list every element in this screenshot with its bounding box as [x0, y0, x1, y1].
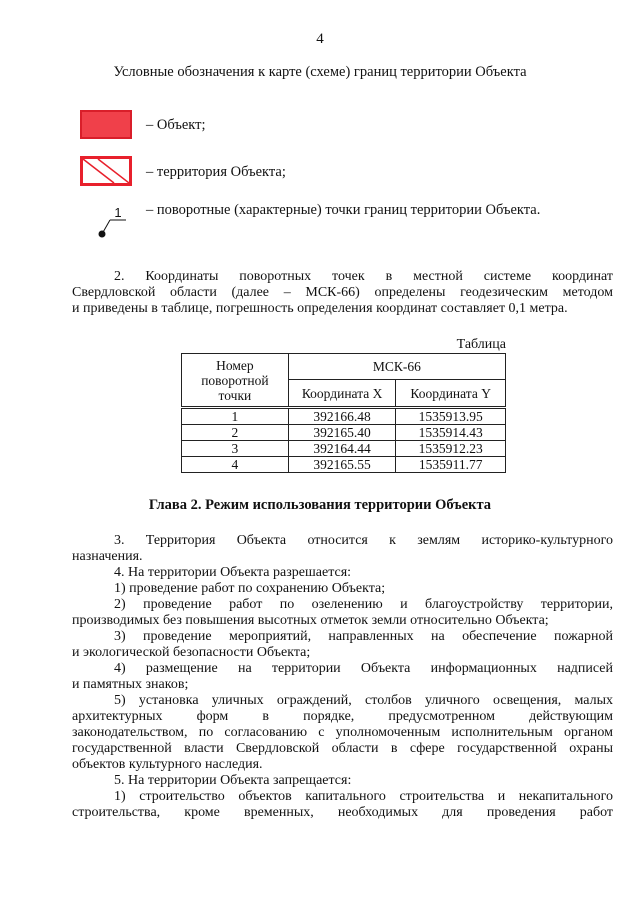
- page-number: 4: [316, 31, 324, 47]
- cell-point-number: 3: [182, 441, 289, 457]
- header-coordinate-system: МСК-66: [288, 354, 505, 380]
- cell-point-number: 1: [182, 408, 289, 425]
- p4-item-5-line-3: законодательством, по согласованию с уполномоченным исполнительным органом: [72, 725, 613, 740]
- table-row: [182, 441, 506, 457]
- p4-item-4-line-2: и памятных знаков;: [72, 677, 189, 692]
- chapter-heading: Глава 2. Режим использования территории Объекта: [148, 497, 492, 513]
- cell-point-number: 2: [182, 425, 289, 441]
- legend-title: Условные обозначения к карте (схеме) границ территории Объекта: [113, 64, 527, 80]
- p4-item-2-line-1: 2) проведение работ по озеленению и благоустройству территории,: [114, 597, 613, 612]
- p4-item-3-line-2: и экологической безопасности Объекта;: [72, 645, 311, 660]
- cell-y: 1535914.43: [396, 425, 506, 441]
- p4-item-5-line-5: объектов культурного наследия.: [72, 757, 263, 772]
- legend-label-turning-point: – поворотные (характерные) точки границ территории Объекта.: [146, 202, 541, 218]
- p4-item-4-line-1: 4) размещение на территории Объекта информационных надписей: [114, 661, 613, 676]
- paragraph-2: [72, 269, 613, 317]
- p4-item-5-line-2: архитектурных форм в порядке, предусмотренном действующим: [72, 709, 613, 724]
- turning-point-number: 1: [114, 205, 122, 220]
- p4-item-2-line-2: производимых без повышения высотных отметок земли относительно Объекта;: [72, 613, 549, 628]
- cell-x: 392166.48: [288, 408, 396, 425]
- table-caption: Таблица: [456, 337, 506, 352]
- table-row: [182, 408, 506, 425]
- p5: 5. На территории Объекта запрещается:: [114, 773, 352, 788]
- turning-point-symbol: [92, 202, 132, 242]
- p3-line-2: назначения.: [72, 549, 143, 564]
- cell-point-number: 4: [182, 457, 289, 473]
- p4-item-3-line-1: 3) проведение мероприятий, направленных на обеспечение пожарной: [114, 629, 613, 644]
- p4-item-5-line-1: 5) установка уличных ограждений, столбов уличного освещения, малых: [114, 693, 613, 708]
- p4: 4. На территории Объекта разрешается:: [114, 565, 352, 580]
- cell-y: 1535912.23: [396, 441, 506, 457]
- table-row: [182, 457, 506, 473]
- table-row: [182, 425, 506, 441]
- p3-line-1: 3. Территория Объекта относится к землям историко-культурного: [114, 533, 613, 548]
- p5-item-1-line-1: 1) строительство объектов капитального строительства и некапитального: [114, 789, 613, 804]
- p4-item-5-line-4: государственной власти Свердловской области в сфере государственной охраны: [72, 741, 613, 756]
- body-text: [72, 533, 613, 821]
- cell-y: 1535913.95: [396, 408, 506, 425]
- p5-item-1-line-2: строительства, кроме временных, необходимых для проведения работ: [72, 805, 613, 820]
- cell-x: 392164.44: [288, 441, 396, 457]
- cell-x: 392165.55: [288, 457, 396, 473]
- legend-label-object: – Объект;: [146, 117, 206, 133]
- paragraph-2-line-3: и приведены в таблице, погрешность определения координат составляет 0,1 метра.: [72, 301, 568, 316]
- header-y: Координата Y: [396, 380, 506, 408]
- legend-label-territory: – территория Объекта;: [146, 164, 286, 180]
- paragraph-2-line-2: Свердловской области (далее – МСК-66) определены геодезическим методом: [72, 285, 613, 300]
- paragraph-2-line-1: 2. Координаты поворотных точек в местной системе координат: [114, 269, 613, 284]
- territory-hatch-symbol: [80, 156, 132, 186]
- p4-item-1: 1) проведение работ по сохранению Объекта;: [114, 581, 386, 596]
- header-point-number: Номер поворотной точки: [182, 354, 289, 408]
- cell-y: 1535911.77: [396, 457, 506, 473]
- header-x: Координата X: [288, 380, 396, 408]
- cell-x: 392165.40: [288, 425, 396, 441]
- coordinates-table: [181, 353, 506, 473]
- object-fill-symbol: [80, 110, 132, 139]
